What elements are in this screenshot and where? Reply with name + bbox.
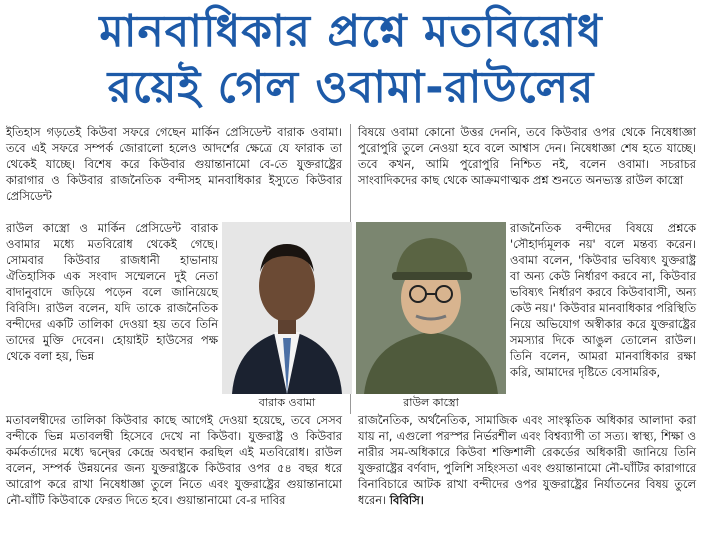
left-column-top: [6, 124, 342, 204]
right-paragraph-bottom: [358, 412, 696, 508]
right-bottom-text: রাজনৈতিক, অর্থনৈতিক, সামাজিক এবং সাংস্কৃতিক অধিকার আলাদা করা যায় না, এগুলো পরস্পর নির্ভরশীল এবং বিশ্বব্যাপী তা সত্য। স্বাস্থ্য, শিক্ষা ও নারীর সম-অধিকারে কিউবা শক্তিশালী রেকর্ডের অধিকারী জানিয়ে তিনি যুক্তরাষ্ট্রের বর্ণবাদ, পুলিশি সহিংসতা এবং গুয়ান্তানামো নৌ-ঘাঁটির কারাগারে বিনাবিচারে আটক রাখা বন্দীদের ওপর যুক্তরাষ্ট্রের নির্যাতনের বিষয় তুলে ধরেন।: [358, 413, 696, 507]
right-column-bottom: [358, 412, 696, 508]
headline: [0, 4, 702, 116]
raul-caption: রাউল কাস্ত্রো: [403, 396, 459, 409]
right-paragraph-indented: রাজনৈতিক বন্দীদের বিষয়ে প্রশ্নকে 'সৌহার্দ্যমূলক নয়' বলে মন্তব্য করেন। ওবামা বলেন, 'কিউবার ভবিষ্যৎ যুক্তরাষ্ট্র বা অন্য কেউ নির্ধারণ করবে না, কিউবার ভবিষ্যৎ নির্ধারণ করবে কিউবাবাসী, অন্য কেউ নয়।' কিউবার মানবাধিকার পরিস্থিতি নিয়ে অভিযোগ অস্বীকার করে যুক্তরাষ্ট্রের সমস্যার দিকে আঙুল তোলেন রাউল। তিনি বলেন, আমরা মানবাধিকার রক্ষা করি, আমাদের দৃষ্টিতে বেসামরিক,: [510, 221, 696, 379]
source-credit: বিবিসি।: [389, 493, 424, 507]
left-column-indented: [6, 220, 218, 364]
left-paragraph-indented: রাউল কাস্ত্রো ও মার্কিন প্রেসিডেন্ট বারাক ওবামার মধ্যে মতবিরোধ থেকেই গেছে। সোমবার কিউবার রাজধানী হাভানায় ঐতিহাসিক এক সংবাদ সম্মেলনে দুই নেতা বাদানুবাদে জড়িয়ে পড়েন বলে জানিয়েছে বিবিসি। রাউল বলেন, যদি তাকে রাজনৈতিক বন্দীদের একটি তালিকা দেওয়া হয় তবে তিনি তাদের মুক্তি দেবেন। হোয়াইট হাউসের পক্ষ থেকে বলা হয়, ভিন্ন: [6, 221, 218, 363]
headline-line-1: মানবাধিকার প্রশ্নে মতবিরোধ: [99, 6, 603, 57]
left-paragraph-top: ইতিহাস গড়তেই কিউবা সফরে গেছেন মার্কিন প্রেসিডেন্ট বারাক ওবামা। তবে এই সফরে সম্পর্ক জোরালো হলেও আদর্শের ক্ষেত্রে যে ফারাক তা থেকেই যাচ্ছে। বিশেষ করে কিউবার গুয়ান্তানামো বে-তে যুক্তরাষ্ট্রের কারাগার ও কিউবার রাজনৈতিক বন্দীসহ মানবাধিকার ইস্যুতে কিউবার প্রেসিডেন্ট: [6, 125, 342, 203]
right-column-indented: [510, 220, 696, 380]
raul-portrait-icon: [356, 222, 506, 394]
raul-photo: [356, 222, 506, 394]
right-paragraph-top: বিষয়ে ওবামা কোনো উত্তর দেননি, তবে কিউবার ওপর থেকে নিষেধাজ্ঞা পুরোপুরি তুলে নেওয়া হবে বলে আশ্বাস দেন। নিষেধাজ্ঞা শেষ হতে যাচ্ছে। তবে কখন, আমি পুরোপুরি নিশ্চিত নই, বলেন ওবামা। সচরাচর সাংবাদিকদের কাছ থেকে আক্রমণাত্মক প্রশ্ন শুনতে অনভ্যস্ত রাউল কাস্ত্রো: [358, 125, 696, 187]
obama-portrait-icon: [222, 222, 352, 394]
headline-line-2: রয়েই গেল ওবামা-রাউলের: [107, 62, 595, 113]
left-column-bottom: [6, 412, 342, 508]
obama-caption: বারাক ওবামা: [258, 396, 316, 409]
right-column-top: [358, 124, 696, 188]
obama-photo: [222, 222, 352, 394]
left-paragraph-bottom: মতাবলম্বীদের তালিকা কিউবার কাছে আগেই দেওয়া হয়েছে, তবে সেসব বন্দীকে ভিন্ন মতাবলম্বী হিসেবে দেখে না কিউবা। যুক্তরাষ্ট্র ও কিউবার কর্মকর্তাদের মধ্যে দ্বন্দ্বের কেন্দ্রে অবস্থান করছিল এই মতবিরোধ। রাউল বলেন, সম্পর্ক উন্নয়নের জন্য যুক্তরাষ্ট্রকে কিউবার ওপর ৫৪ বছর ধরে আরোপ করে রাখা নিষেধাজ্ঞা তুলে নিতে এবং যুক্তরাষ্ট্রের গুয়ান্তানামো নৌ-ঘাঁটি কিউবাকে ফেরত দিতে হবে। গুয়ান্তানামো বে-র দাবির: [6, 413, 342, 507]
